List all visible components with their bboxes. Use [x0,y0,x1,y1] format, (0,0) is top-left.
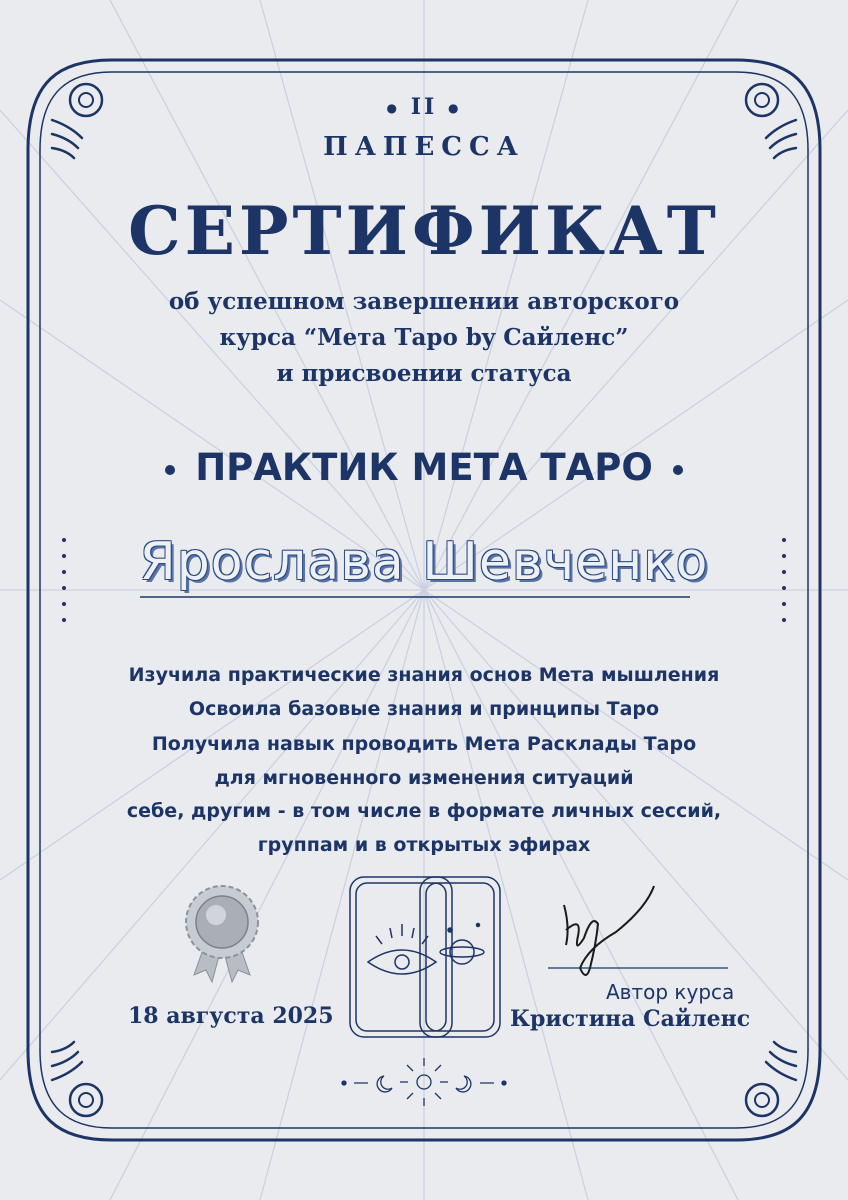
author-role: Автор курса [606,980,735,1004]
achievement-line: себе, другим - в том числе в формате личных сессий, [126,800,722,822]
subtitle-line-1: об успешном завершении авторского [168,288,680,315]
author-name: Кристина Сайленс [510,1006,751,1032]
achievement-line: Освоила базовые знания и принципы Таро [188,698,660,720]
tarot-cards-icon [350,877,500,1037]
card-name: ПАПЕССА [323,132,525,162]
recipient-name: Ярослава Шевченко [139,532,709,592]
status-title: ПРАКТИК МЕТА ТАРО [195,446,653,489]
certificate-title: СЕРТИФИКАТ [128,192,720,270]
achievement-line: Получила навык проводить Мета Расклады Таро [151,733,697,755]
achievement-line: для мгновенного изменения ситуаций [214,767,634,789]
issue-date: 18 августа 2025 [128,1003,334,1029]
signature-icon [564,886,654,975]
achievement-line: Изучила практические знания основ Мета мышления [128,664,720,686]
silver-seal-icon [186,886,258,982]
achievement-line: группам и в открытых эфирах [257,834,591,856]
card-number: ● II ● [386,94,462,120]
subtitle-line-2: курса “Мета Таро by Сайленс” [219,324,629,351]
subtitle-line-3: и присвоении статуса [276,360,572,387]
card-number-text: II [410,94,438,120]
